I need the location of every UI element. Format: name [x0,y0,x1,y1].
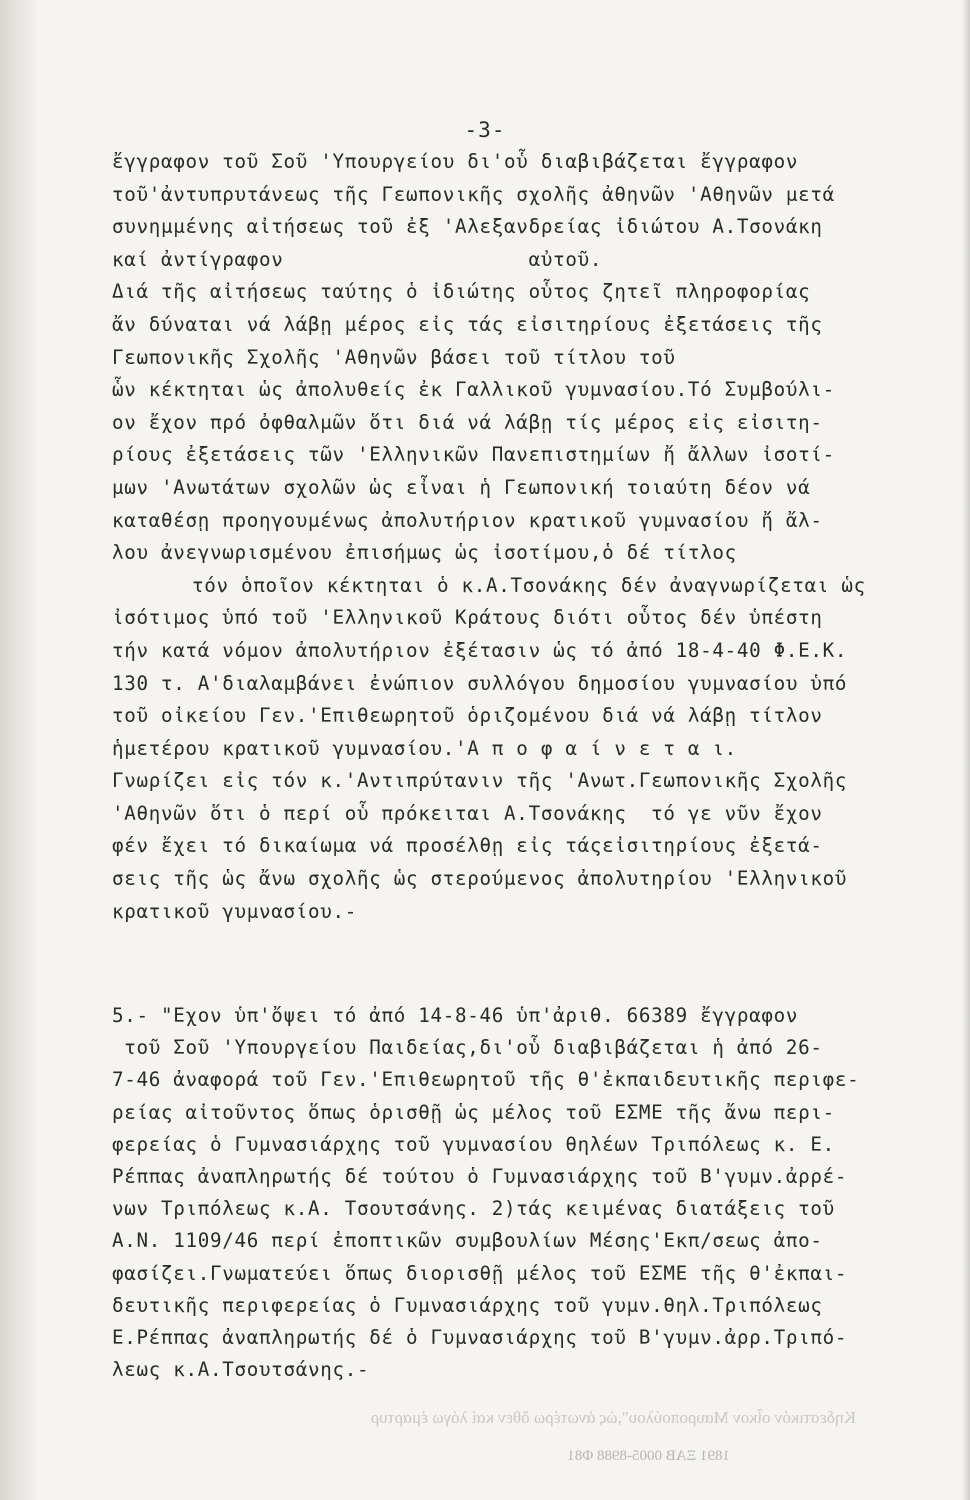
text-line: Γεωπονικῆς Σχολῆς 'Αθηνῶν βάσει τοῦ τίτλου τοῦ [112,345,676,369]
text-line: Ρέππας ἀναπληρωτής δέ τούτου ὁ Γυμνασιάρχης τοῦ Β'γυμν.ἀρρέ- [112,1164,848,1188]
text-line: δευτικῆς περιφερείας ὁ Γυμνασιάρχης τοῦ γυμν.θηλ.Τριπόλεως [112,1293,823,1317]
section-item-5 [112,1000,912,1386]
bleed-through-footer: 1891 ΞΑΒ 0005-8988 Φ81 [567,1448,730,1464]
text-line: λεως κ.Α.Τσουτσάνης.- [112,1358,370,1382]
text-line: νων Τριπόλεως κ.Α. Τσουτσάνης. 2)τάς κειμένας διατάξεις τοῦ [112,1197,835,1221]
section-continuation [112,146,912,928]
text-line: τήν κατά νόμον ἀπολυτήριον ἐξέτασιν ὡς τό ἀπό 18-4-40 Φ.Ε.Κ. [112,638,848,662]
scan-right-edge [962,0,970,1500]
text-line: ἄν δύναται νά λάβῃ μέρος εἰς τάς εἰσιτηρίους ἐξετάσεις τῆς [112,312,823,336]
text-line: συνημμένης αἰτήσεως τοῦ ἐξ 'Αλεξανδρείας ἰδιώτου Α.Τσονάκη [112,215,823,239]
text-line: ἰσότιμος ὑπό τοῦ 'Ελληνικοῦ Κράτους διότι οὗτος δέν ὑπέστη [112,606,823,630]
text-line: 5.- "Εχον ὑπ'ὄψει τό ἀπό 14-8-46 ὑπ'ἀριθ. 66389 ἔγγραφον [112,1004,799,1027]
text-line: 'Αθηνῶν ὅτι ὁ περί οὗ πρόκειται Α.Τσονάκης τό γε νῦν ἔχον [112,801,823,825]
text-line: 130 τ. Α'διαλαμβάνει ἐνώπιον συλλόγου δημοσίου γυμνασίου ὑπό [112,671,848,695]
text-line: φασίζει.Γνωματεύει ὅπως διορισθῇ μέλος τοῦ ΕΣΜΕ τῆς θ'ἐκπαι- [112,1261,848,1285]
text-line: φέν ἔχει τό δικαίωμα νά προσέλθῃ εἰς τάςεἰσιτηρίους ἐξετά- [112,834,823,858]
text-line: ἡμετέρου κρατικοῦ γυμνασίου.'Α π ο φ α ί ν ε τ α ι. [112,736,737,760]
text-line: μων 'Ανωτάτων σχολῶν ὡς εἶναι ἡ Γεωπονική τοιαύτη δέον νά [112,475,811,499]
text-line: Γνωρίζει εἰς τόν κ.'Αντιπρύτανιν τῆς 'Ανωτ.Γεωπονικῆς Σχολῆς [112,769,848,793]
text-line: κρατικοῦ γυμνασίου.- [112,899,358,923]
text-line: 7-46 ἀναφορά τοῦ Γεν.'Επιθεωρητοῦ τῆς θ'ἐκπαιδευτικῆς περιφε- [112,1068,860,1092]
page-number: -3- [464,118,506,142]
text-line: φερείας ὁ Γυμνασιάρχης τοῦ γυμνασίου θηλέων Τριπόλεως κ. Ε. [112,1132,835,1156]
text-line: ὧν κέκτηται ὡς ἀπολυθείς ἐκ Γαλλικοῦ γυμνασίου.Τό Συμβούλι- [112,378,835,402]
text-line: καί ἀντίγραφον αὐτοῦ. [112,247,603,271]
text-line: τοῦ οἰκείου Γεν.'Επιθεωρητοῦ ὁριζομένου διά νά λάβῃ τίτλον [112,704,823,728]
text-line: τοῦ Σοῦ 'Υπουργείου Παιδείας,δι'οὗ διαβιβάζεται ἡ ἀπό 26- [112,1036,823,1060]
text-line: τόν ὁποῖον κέκτηται ὁ κ.Α.Τσονάκης δέν ἀναγνωρίζεται ὡς [192,573,866,597]
bleed-through-text: Κηδεστικόν οἶκον Μαυροπούλου",ὡς ἀνωτέρω ὅθεν καί λόγω ἐμαρτυρ [370,1408,856,1427]
text-line: καταθέσῃ προηγουμένως ἀπολυτήριον κρατικοῦ γυμνασίου ἤ ἄλ- [112,508,823,532]
text-line: ον ἔχον πρό ὀφθαλμῶν ὅτι διά νά λάβῃ τίς μέρος εἰς εἰσιτη- [112,410,823,434]
text-line: τοῦ'ἀντυπρυτάνεως τῆς Γεωπονικῆς σχολῆς ἀθηνῶν 'Αθηνῶν μετά [112,182,835,206]
text-line: Διά τῆς αἰτήσεως ταύτης ὁ ἰδιώτης οὗτος ζητεῖ πληροφορίας [112,280,811,304]
scan-left-edge [0,0,40,1500]
text-line: σεις τῆς ὡς ἄνω σχολῆς ὡς στερούμενος ἀπολυτηρίου 'Ελληνικοῦ [112,867,848,891]
text-line: ρείας αἰτοῦντος ὅπως ὁρισθῇ ὡς μέλος τοῦ ΕΣΜΕ τῆς ἄνω περι- [112,1100,835,1124]
text-line: Ε.Ρέππας ἀναπληρωτής δέ ὁ Γυμνασιάρχης τοῦ Β'γυμν.ἀρρ.Τριπό- [112,1325,848,1349]
text-line: Α.Ν. 1109/46 περί ἐποπτικῶν συμβουλίων Μέσης'Εκπ/σεως ἀπο- [112,1229,823,1253]
text-line: ρίους ἐξετάσεις τῶν 'Ελληνικῶν Πανεπιστημίων ἤ ἄλλων ἰσοτί- [112,443,835,467]
text-line: λου ἀνεγνωρισμένου ἐπισήμως ὡς ἰσοτίμου,ὁ δέ τίτλος [112,541,737,565]
text-line: ἔγγραφον τοῦ Σοῦ 'Υπουργείου δι'οὗ διαβιβάζεται ἔγγραφον [112,150,799,173]
